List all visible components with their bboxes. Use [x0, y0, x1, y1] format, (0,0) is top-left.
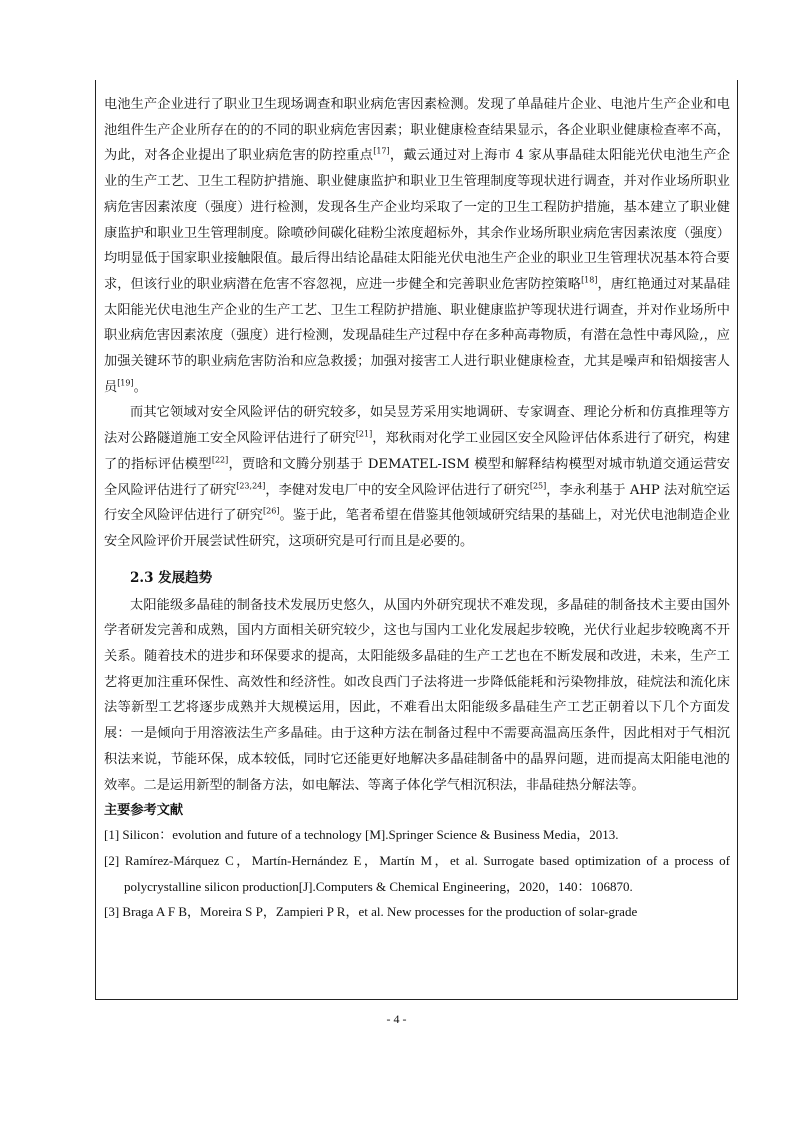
paragraph-risk-assessment: 而其它领域对安全风险评估的研究较多，如吴昱芳采用实地调研、专家调查、理论分析和仿真推理等方法对公路隧道施工安全风险评估进行了研究[21]，郑秋雨对化学工业园区安全风险评估体系进行了研究，构建了的指标评估模型[22]，贾晗和文腾分别基于 DEMATEL-ISM 模型和解释结构模型对城市轨道交通运营安全风险评估进行了研究[23,24]，李健对发电厂中的安全风险评估进行了研究[25]，李永利基于 AHP 法对航空运行安全风险评估进行了研究[26]。鉴于此，笔者希望在借鉴其他领域研究结果的基础上，对光伏电池制造企业安全风险评价开展尝试性研究，这项研究是可行而且是必要的。: [104, 405, 731, 549]
citation: [22]: [211, 455, 229, 465]
page-content: [104, 92, 730, 925]
section-heading: 2.3 发展趋势: [130, 569, 213, 586]
citation: [25]: [529, 481, 547, 491]
citation: [21]: [355, 429, 373, 439]
citation: [18]: [581, 275, 598, 285]
citation: [26]: [263, 506, 280, 516]
page-number: - 4 -: [386, 1012, 407, 1026]
reference-item: [2] Ramírez-Márquez C，Martín-Hernández E，Martín M，et al. Surrogate based optimization of a process of polycrystalline silicon production[J].Computers & Chemical Engineering，2020，140：106870.: [104, 852, 730, 894]
references-title: 主要参考文献: [104, 803, 184, 819]
paragraph-occupational-health: 电池生产企业进行了职业卫生现场调查和职业病危害因素检测。发现了单晶硅片企业、电池片生产企业和电池组件生产企业所存在的的不同的职业病危害因素；职业健康检查结果显示，各企业职业健康检查率不高，为此，对各企业提出了职业病危害的防控重点[17]，戴云通过对上海市 4 家从事晶硅太阳能光伏电池生产企业的生产工艺、卫生工程防护措施、职业健康监护和职业卫生管理制度等现状进行调查，并对作业场所职业病危害因素浓度（强度）进行检测，发现各生产企业均采取了一定的卫生工程防护措施，基本建立了职业健康监护和职业卫生管理制度。除喷砂间碳化硅粉尘浓度超标外，其余作业场所职业病危害因素浓度（强度）均明显低于国家职业接触限值。最后得出结论晶硅太阳能光伏电池生产企业的职业卫生管理状况基本符合要求，但该行业的职业病潜在危害不容忽视，应进一步健全和完善职业危害防控策略[18]，唐红艳通过对某晶硅太阳能光伏电池生产企业的生产工艺、卫生工程防护措施、职业健康监护等现状进行调查，并对作业场所中职业病危害因素浓度（强度）进行检测，发现晶硅生产过程中存在多种高毒物质，有潜在急性中毒风险,，应加强关键环节的职业病危害防治和应急救援；加强对接害工人进行职业健康检查，尤其是噪声和铅烟接害人员[19]。: [104, 97, 731, 395]
citation: [23,24]: [236, 481, 266, 491]
citation: [19]: [117, 378, 134, 388]
paragraph-development-trend: 太阳能级多晶硅的制备技术发展历史悠久，从国内外研究现状不难发现，多晶硅的制备技术主要由国外学者研发完善和成熟，国内方面相关研究较少，这也与国内工业化发展起步较晚，光伏行业起步较晚离不开关系。随着技术的进步和环保要求的提高，太阳能级多晶硅的生产工艺也在不断发展和改进，未来，生产工艺将更加注重环保性、高效性和经济性。如改良西门子法将进一步降低能耗和污染物排放，硅烷法和流化床法等新型工艺将逐步成熟并大规模运用，因此，不难看出太阳能级多晶硅生产工艺正朝着以下几个方面发展：一是倾向于用溶液法生产多晶硅。由于这种方法在制备过程中不需要高温高压条件，因此相对于气相沉积法来说，节能环保，成本较低，同时它还能更好地解决多晶硅制备中的晶界问题，进而提高太阳能电池的效率。二是运用新型的制备方法，如电解法、等离子体化学气相沉积法，非晶硅热分解法等。: [104, 597, 730, 793]
reference-item: [3] Braga A F B，Moreira S P，Zampieri P R，et al. New processes for the production of solar-grade: [104, 904, 638, 920]
citation: [17]: [373, 147, 390, 157]
reference-item: [1] Silicon：evolution and future of a technology [M].Springer Science & Business Media，2013.: [104, 827, 619, 843]
